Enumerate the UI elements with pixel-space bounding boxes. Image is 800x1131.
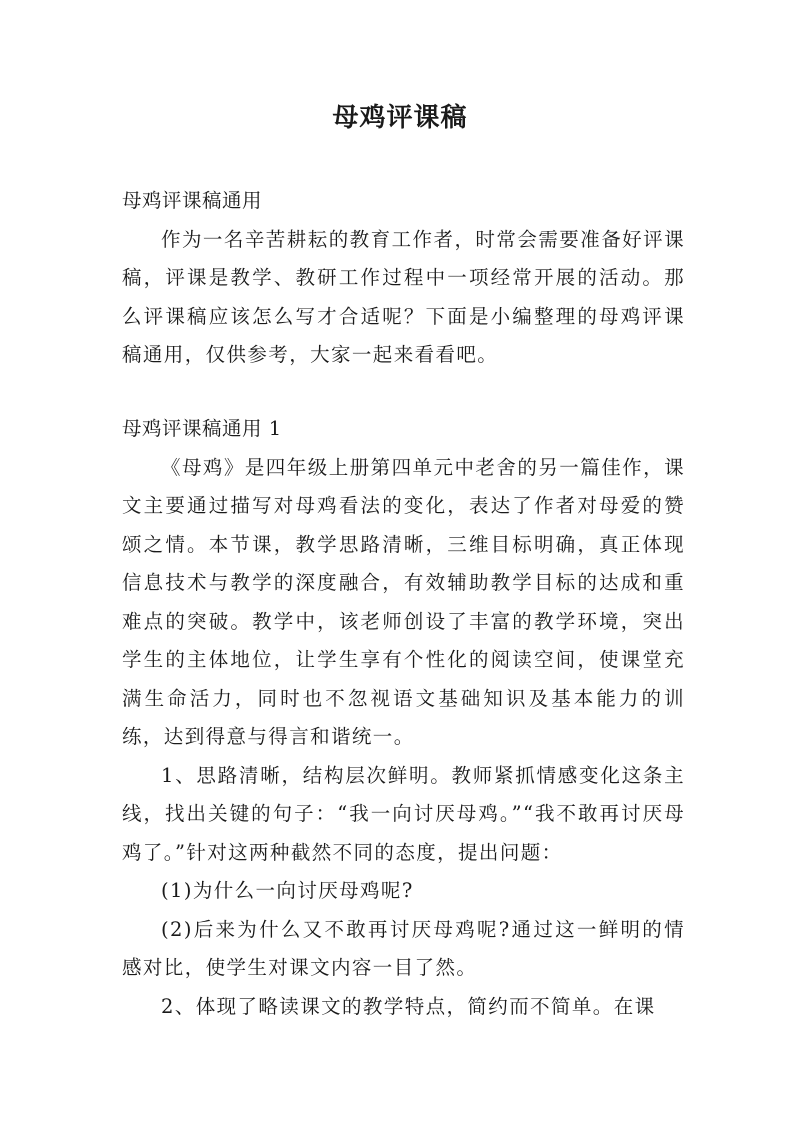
section-1 <box>122 410 685 1026</box>
section-1-question-1: (1)为什么一向讨厌母鸡呢? <box>161 879 414 902</box>
section-1-point-1: 1、思路清晰，结构层次鲜明。教师紧抓情感变化这条主线，找出关键的句子：“我一向讨厌母鸡。”“我不敢再讨厌母鸡了。”针对这两种截然不同的态度，提出问题： <box>122 763 685 864</box>
intro-section <box>122 182 685 375</box>
section-1-question-2: (2)后来为什么又不敢再讨厌母鸡呢?通过这一鲜明的情感对比，使学生对课文内容一目了然。 <box>122 917 685 979</box>
intro-paragraph: 作为一名辛苦耕耘的教育工作者，时常会需要准备好评课稿，评课是教学、教研工作过程中一项经常开展的活动。那么评课稿应该怎么写才合适呢？下面是小编整理的母鸡评课稿通用，仅供参考，大家一起来看看吧。 <box>122 227 685 366</box>
document-title: 母鸡评课稿 <box>332 103 468 133</box>
section-1-heading: 母鸡评课稿通用 1 <box>122 417 282 440</box>
section-1-paragraph-1: 《母鸡》是四年级上册第四单元中老舍的另一篇佳作，课文主要通过描写对母鸡看法的变化，表达了作者对母爱的赞颂之情。本节课，教学思路清晰，三维目标明确，真正体现信息技术与教学的深度融合，有效辅助教学目标的达成和重难点的突破。教学中，该老师创设了丰富的教学环境，突出学生的主体地位，让学生享有个性化的阅读空间，使课堂充满生命活力，同时也不忽视语文基础知识及基本能力的训练，达到得意与得言和谐统一。 <box>122 455 685 748</box>
section-1-point-2: 2、体现了略读课文的教学特点，简约而不简单。在课 <box>161 994 656 1018</box>
intro-heading: 母鸡评课稿通用 <box>122 189 263 212</box>
